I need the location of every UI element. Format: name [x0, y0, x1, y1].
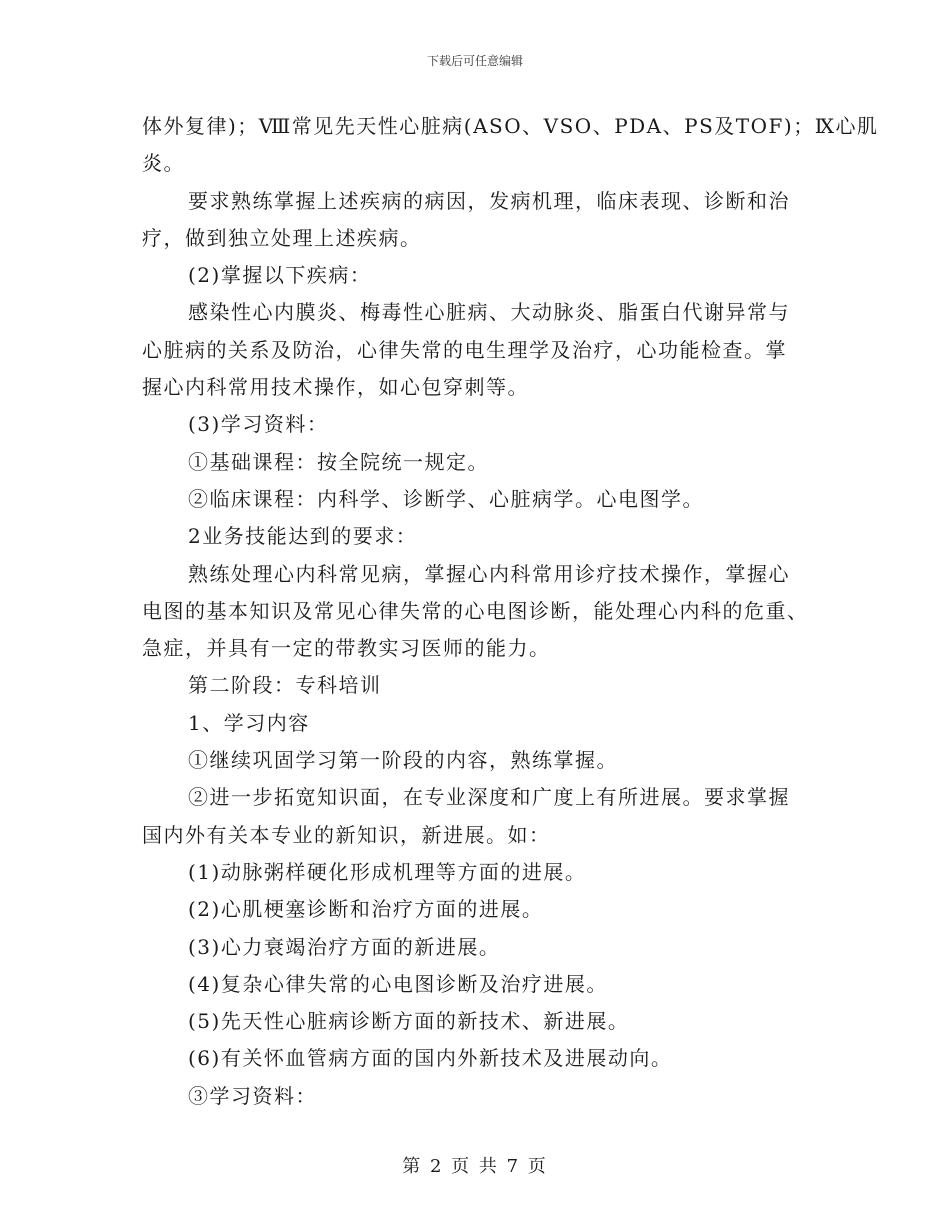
text-line: 疗，做到独立处理上述疾病。	[142, 225, 422, 250]
text-line: ①基础课程：按全院统一规定。	[188, 449, 489, 474]
text-line: (3)学习资料：	[188, 412, 329, 437]
text-line: 国内外有关本专业的新知识，新进展。如：	[142, 822, 551, 847]
list-item: (6)有关怀血管病方面的国内外新技术及进展动向。	[188, 1046, 673, 1071]
text-line: 握心内科常用技术操作，如心包穿刺等。	[142, 375, 529, 400]
list-item: (5)先天性心脏病诊断方面的新技术、新进展。	[188, 1009, 630, 1034]
list-item: (3)心力衰竭治疗方面的新进展。	[188, 934, 501, 959]
text-line: 体外复律)；Ⅷ常见先天性心脏病(ASO、VSO、PDA、PS及TOF)；Ⅸ心肌	[142, 114, 879, 138]
page-header-note: 下载后可任意编辑	[426, 54, 523, 68]
text-line: 熟练处理心内科常见病，掌握心内科常用诊疗技术操作，掌握心	[188, 561, 790, 586]
text-line: 2业务技能达到的要求：	[188, 524, 418, 549]
text-line: ②进一步拓宽知识面，在专业深度和广度上有所进展。要求掌握	[188, 785, 790, 810]
text-line: 心脏病的关系及防治，心律失常的电生理学及治疗，心功能检查。掌	[142, 337, 787, 362]
text-line: ②临床课程：内科学、诊断学、心脏病学。心电图学。	[188, 486, 704, 511]
list-item: (1)动脉粥样硬化形成机理等方面的进展。	[188, 859, 587, 884]
text-line: 急症，并具有一定的带教实习医师的能力。	[142, 636, 551, 661]
text-line: 感染性心内膜炎、梅毒性心脏病、大动脉炎、脂蛋白代谢异常与	[188, 300, 790, 325]
list-item: (2)心肌梗塞诊断和治疗方面的进展。	[188, 897, 544, 922]
text-line: (2)掌握以下疾病：	[188, 263, 372, 288]
text-line: ③学习资料：	[188, 1083, 317, 1108]
text-line: 炎。	[142, 151, 185, 176]
page-number-footer: 第 2 页 共 7 页	[402, 1156, 548, 1177]
subsection-heading: 1、学习内容	[188, 710, 310, 735]
text-line: 电图的基本知识及常见心律失常的心电图诊断，能处理心内科的危重、	[142, 598, 809, 623]
document-body	[142, 108, 879, 1115]
text-line: ①继续巩固学习第一阶段的内容，熟练掌握。	[188, 748, 618, 773]
list-item: (4)复杂心律失常的心电图诊断及治疗进展。	[188, 971, 608, 996]
text-line: 要求熟练掌握上述疾病的病因，发病机理，临床表现、诊断和治	[188, 188, 790, 213]
section-heading: 第二阶段：专科培训	[188, 673, 382, 698]
